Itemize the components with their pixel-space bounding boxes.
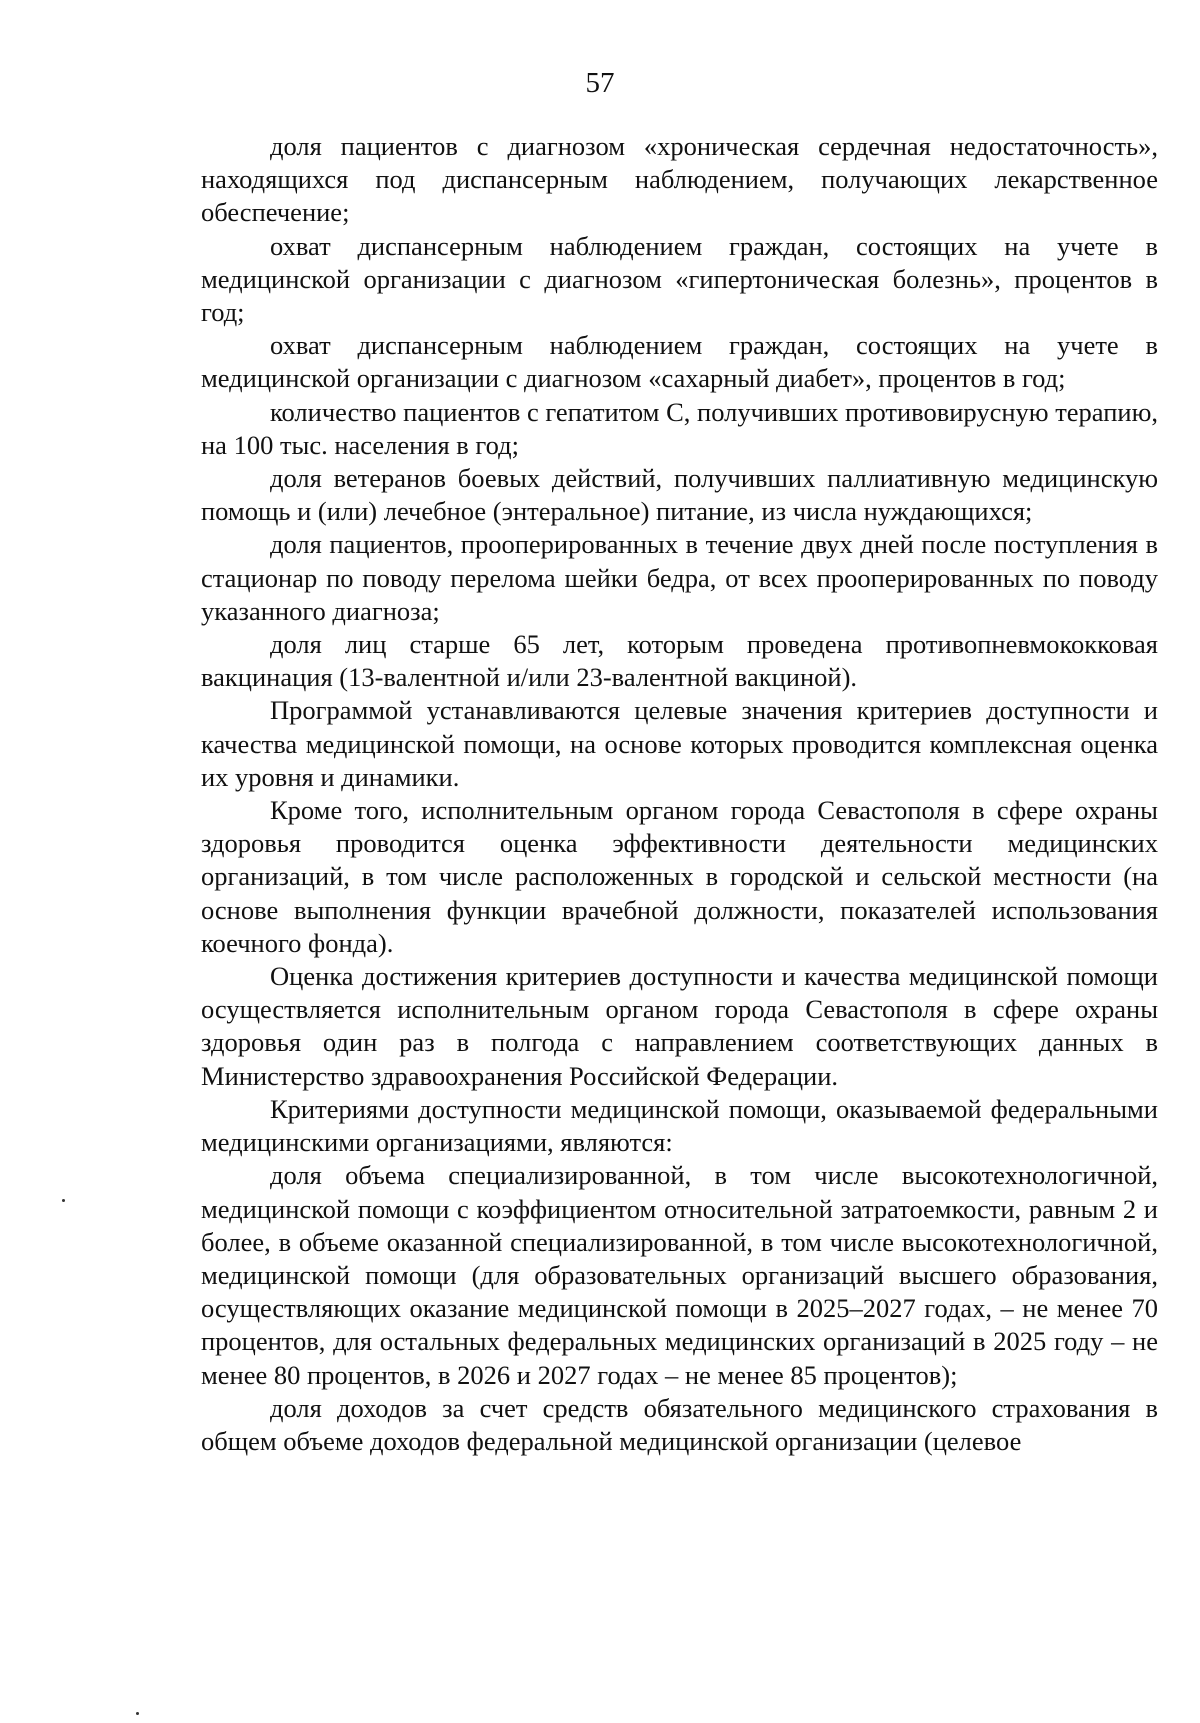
paragraph: доля лиц старше 65 лет, которым проведена противопневмококковая вакцинация (13-валентной и/или 23-валентной вакциной). <box>201 629 1158 693</box>
document-body <box>201 130 1158 1458</box>
paragraph: охват диспансерным наблюдением граждан, состоящих на учете в медицинской организации с диагнозом «сахарный диабет», процентов в год; <box>201 330 1158 394</box>
paragraph: доля объема специализированной, в том числе высокотехнологичной, медицинской помощи с коэффициентом относительной затратоемкости, равным 2 и более, в объеме оказанной специализированной, в том числе высокотехнологичной, медицинской помощи (для образовательных организаций высшего образования, осуществляющих оказание медицинской помощи в 2025–2027 годах, – не менее 70 процентов, для остальных федеральных медицинских организаций в 2025 году – не менее 80 процентов, в 2026 и 2027 годах – не менее 85 процентов); <box>201 1160 1158 1390</box>
paragraph: Программой устанавливаются целевые значения критериев доступности и качества медицинской помощи, на основе которых проводится комплексная оценка их уровня и динамики. <box>201 695 1158 792</box>
paragraph: Кроме того, исполнительным органом города Севастополя в сфере охраны здоровья проводится оценка эффективности деятельности медицинских организаций, в том числе расположенных в городской и сельской местности (на основе выполнения функции врачебной должности, показателей использования коечного фонда). <box>201 795 1158 958</box>
paragraph: Оценка достижения критериев доступности и качества медицинской помощи осуществляется исполнительным органом города Севастополя в сфере охраны здоровья один раз в полгода с направлением соответствующих данных в Министерство здравоохранения Российской Федерации. <box>201 961 1158 1091</box>
paragraph: доля доходов за счет средств обязательного медицинского страхования в общем объеме доходов федеральной медицинской организации (целевое <box>201 1392 1158 1456</box>
paragraph: охват диспансерным наблюдением граждан, состоящих на учете в медицинской организации с диагнозом «гипертоническая болезнь», процентов в год; <box>201 230 1158 328</box>
scan-speck <box>136 1712 139 1715</box>
paragraph: доля ветеранов боевых действий, получивших паллиативную медицинскую помощь и (или) лечебное (энтеральное) питание, из числа нуждающихся; <box>201 463 1158 527</box>
paragraph: доля пациентов, прооперированных в течение двух дней после поступления в стационар по поводу перелома шейки бедра, от всех прооперированных по поводу указанного диагноза; <box>201 529 1158 626</box>
paragraph: доля пациентов с диагнозом «хроническая сердечная недостаточность», находящихся под диспансерным наблюдением, получающих лекарственное обеспечение; <box>201 131 1158 228</box>
page-number: 57 <box>585 67 615 99</box>
scan-speck <box>62 1199 65 1202</box>
paragraph: Критериями доступности медицинской помощи, оказываемой федеральными медицинскими организациями, являются: <box>201 1093 1158 1158</box>
paragraph: количество пациентов с гепатитом C, получивших противовирусную терапию, на 100 тыс. населения в год; <box>201 396 1158 460</box>
